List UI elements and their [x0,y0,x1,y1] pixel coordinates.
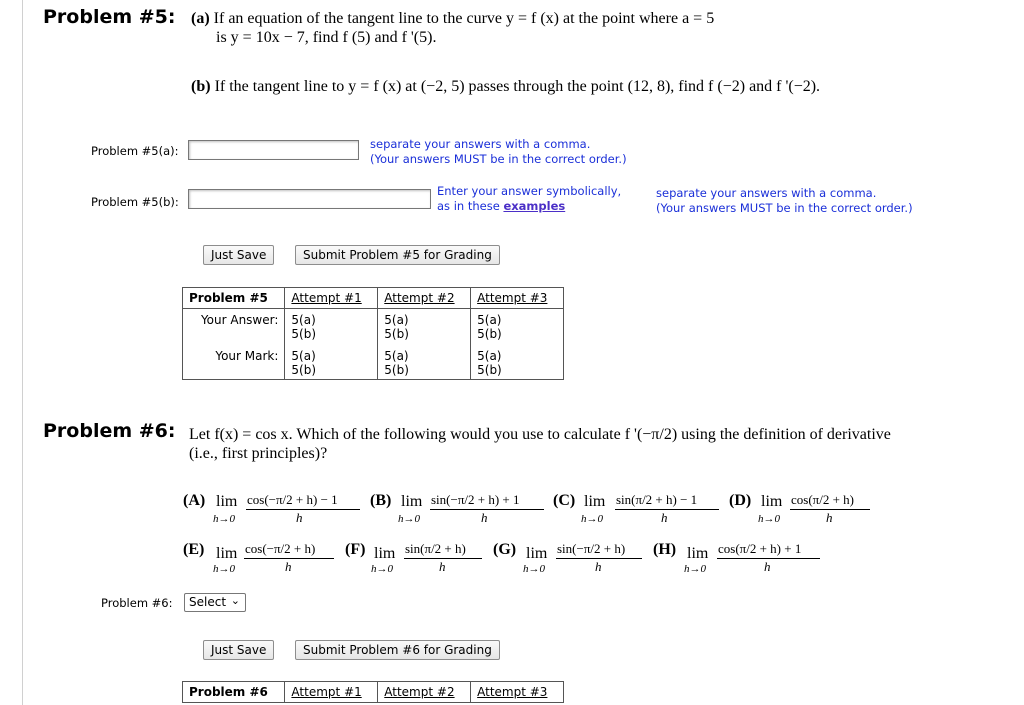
option-a-lim: lim [216,493,238,510]
option-g-sub: h→0 [523,563,545,575]
option-f-sub: h→0 [371,563,393,575]
option-b-key: (B) [370,492,392,509]
chevron-down-icon: ⌄ [230,594,240,607]
option-h-lim: lim [687,545,709,562]
option-g-numerator: sin(−π/2 + h) [557,541,626,556]
option-b-denominator: h [481,510,488,525]
problem-5b-input[interactable] [188,189,431,209]
just-save-button-6[interactable]: Just Save [203,640,274,660]
option-a-denominator: h [296,510,303,525]
option-e-key: (E) [183,541,205,558]
option-d-denominator: h [826,510,833,525]
attempt-3-marks: 5(a) 5(b) [471,342,564,380]
option-h-key: (H) [653,541,677,558]
attempt-6-2-header: Attempt #2 [378,682,471,703]
option-e-numerator: cos(−π/2 + h) [245,541,316,556]
submit-problem-6-button[interactable]: Submit Problem #6 for Grading [295,640,500,660]
examples-link[interactable]: examples [503,199,566,213]
part-a-label: (a) [191,10,210,27]
attempt-3-answers: 5(a) 5(b) [471,309,564,343]
option-d-key: (D) [729,492,752,509]
just-save-button-5[interactable]: Just Save [203,245,274,265]
option-f-denominator: h [439,559,446,574]
problem-5-title: Problem #5: [43,6,176,28]
part-b-question: If the tangent line to y = f (x) at (−2, 5) passes through the point (12, 8), find f (−2) and f '(−2). [214,78,821,95]
option-d-sub: h→0 [758,513,780,525]
attempt-1-answers: 5(a) 5(b) [285,309,378,343]
symbolic-hint [437,184,621,214]
option-a-key: (A) [183,492,206,509]
option-b-lim: lim [401,493,423,510]
problem-6-select[interactable] [184,593,246,612]
option-c-sub: h→0 [581,513,603,525]
attempt-2-marks: 5(a) 5(b) [378,342,471,380]
option-e-sub: h→0 [213,563,235,575]
attempt-1-header: Attempt #1 [285,288,378,309]
problem-5b-text [191,78,820,96]
problem-5a-hint-line1: separate your answers with a comma. [370,137,591,151]
option-g-lim: lim [526,545,548,562]
option-b-numerator: sin(−π/2 + h) + 1 [431,492,520,507]
problem-5a-text [191,10,714,28]
problem-6-select-value: Select [189,595,227,609]
problem-6-title: Problem #6: [43,420,176,442]
problem-5b-hint [656,186,913,216]
option-f-key: (F) [345,541,366,558]
option-g-key: (G) [493,541,517,558]
option-e-denominator: h [285,559,292,574]
problem-6-question-line1: Let f(x) = cos x. Which of the following would you use to calculate f '(−π/2) using the definition of derivative [189,426,891,443]
option-c-numerator: sin(π/2 + h) − 1 [616,492,698,507]
problem-6-question [189,425,999,463]
symbolic-hint-line2: as in these examples [437,199,566,213]
problem-6-field-label: Problem #6: [101,596,173,610]
part-a-question-line1: If an equation of the tangent line to the curve y = f (x) at the point where a = 5 [213,10,715,27]
option-d-numerator: cos(π/2 + h) [791,492,854,507]
problem-6-question-line2: (i.e., first principles)? [189,445,328,462]
problem-5a-hint-line2: (Your answers MUST be in the correct order.) [370,152,627,166]
attempt-1-marks: 5(a) 5(b) [285,342,378,380]
attempt-3-header: Attempt #3 [471,288,564,309]
your-answer-label: Your Answer: [200,313,279,327]
option-a-numerator: cos(−π/2 + h) − 1 [247,492,338,507]
content-frame-border [22,0,23,705]
option-d-lim: lim [761,493,783,510]
option-g-denominator: h [595,559,602,574]
attempt-2-header: Attempt #2 [378,288,471,309]
problem-6-attempts-table [182,681,564,703]
option-e-lim: lim [216,545,238,562]
problem-5a-field-label: Problem #5(a): [91,144,179,158]
option-c-lim: lim [584,493,606,510]
option-b-sub: h→0 [398,513,420,525]
option-a-fraction-bar [246,509,360,510]
part-a-question-line2: is y = 10x − 7, find f (5) and f '(5). [216,29,437,46]
attempt-6-1-header: Attempt #1 [285,682,378,703]
option-a-sub: h→0 [213,513,235,525]
part-b-label: (b) [191,78,211,95]
attempt-2-answers: 5(a) 5(b) [378,309,471,343]
problem-5-attempts-table [182,287,564,380]
attempts-table-head: Problem #5 [183,288,285,309]
option-c-key: (C) [553,492,576,509]
problem-5a-input[interactable] [188,140,359,160]
option-f-lim: lim [374,545,396,562]
symbolic-hint-line1: Enter your answer symbolically, [437,184,622,198]
attempts-table-6-head: Problem #6 [183,682,285,703]
option-h-numerator: cos(π/2 + h) + 1 [718,541,802,556]
problem-5a-hint [370,137,627,167]
option-f-numerator: sin(π/2 + h) [405,541,466,556]
option-c-denominator: h [661,510,668,525]
option-h-sub: h→0 [684,563,706,575]
submit-problem-5-button[interactable]: Submit Problem #5 for Grading [295,245,500,265]
option-h-denominator: h [764,559,771,574]
attempt-6-3-header: Attempt #3 [471,682,564,703]
problem-5b-hint-line1: separate your answers with a comma. [656,186,877,200]
problem-5b-field-label: Problem #5(b): [91,195,179,209]
problem-5b-hint-line2: (Your answers MUST be in the correct order.) [656,201,913,215]
your-mark-label: Your Mark: [215,349,279,363]
